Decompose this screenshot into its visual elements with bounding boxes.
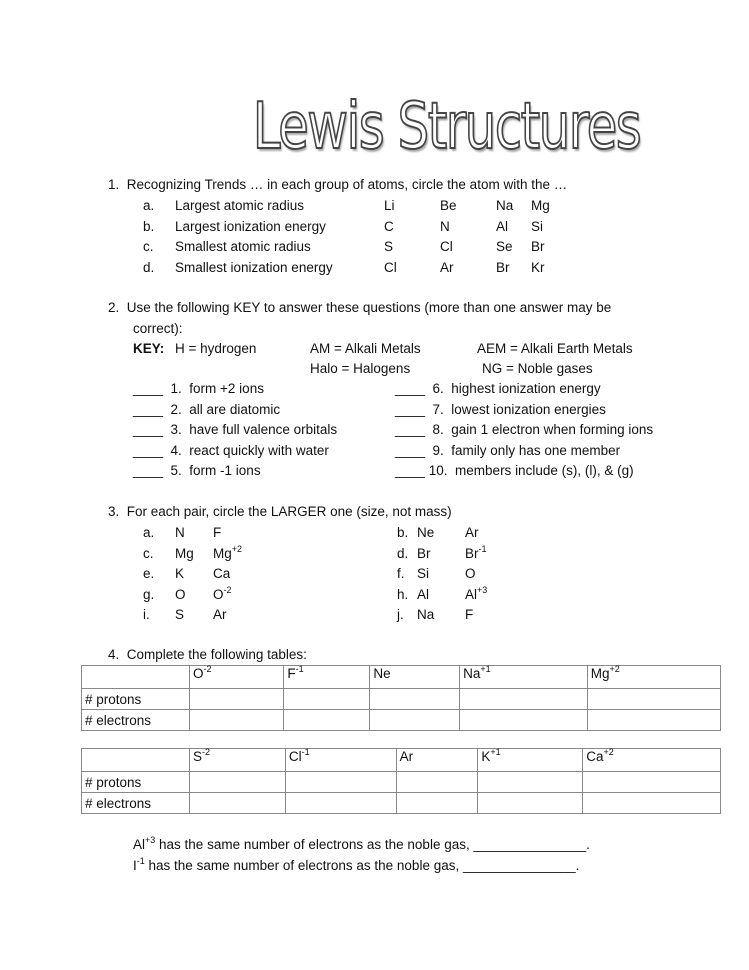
answer-cell[interactable] (285, 793, 396, 814)
answer-cell[interactable] (190, 772, 286, 793)
answer-cell[interactable] (396, 793, 478, 814)
noble-gas-sentence (133, 836, 590, 854)
charge: +3 (477, 584, 488, 595)
key-halo: Halo = Halogens (310, 361, 411, 376)
species-symbol: Al (465, 586, 478, 602)
charge: +1 (490, 747, 501, 757)
charge: -1 (301, 747, 310, 757)
pair-letter: i. (143, 607, 150, 622)
sentence-text: has the same number of electrons as the noble gas, _______________. (155, 837, 590, 852)
pair-letter: a. (143, 525, 155, 540)
species-header (460, 666, 588, 689)
answer-cell[interactable] (583, 772, 721, 793)
answer-cell[interactable] (190, 793, 286, 814)
pair-choice-b[interactable] (465, 606, 473, 624)
table-row (82, 793, 721, 814)
noble-gas-sentence (133, 857, 579, 875)
key-h: H = hydrogen (175, 341, 257, 356)
pair-letter: h. (397, 586, 409, 602)
species-symbol: O (465, 566, 476, 581)
charge: -1 (295, 664, 304, 674)
species-symbol: Na (463, 666, 481, 681)
pair-choice-a[interactable]: S (175, 607, 185, 622)
atom-choice[interactable]: Br (496, 259, 510, 275)
question-item: ____ 6. highest ionization energy (395, 381, 601, 396)
table-row (82, 710, 721, 731)
item-letter: b. (143, 218, 155, 234)
answer-cell[interactable] (190, 689, 284, 710)
question-item: ____ 3. have full valence orbitals (133, 422, 338, 437)
pair-choice-b[interactable] (213, 545, 242, 563)
key-am: AM = Alkali Metals (310, 341, 421, 356)
species-symbol: F (213, 525, 222, 540)
row-label: # protons (82, 772, 190, 793)
atom-choice[interactable]: Br (531, 239, 545, 254)
atom-choice[interactable]: N (440, 218, 450, 234)
question-item: ____ 8. gain 1 electron when forming ions (395, 422, 654, 437)
atom-choice[interactable]: Kr (531, 259, 545, 275)
table-row (82, 772, 721, 793)
answer-cell[interactable] (190, 710, 284, 731)
pair-choice-a[interactable]: Na (417, 607, 435, 622)
pair-choice-b[interactable] (213, 565, 230, 583)
answer-cell[interactable] (284, 689, 370, 710)
table-row (82, 689, 721, 710)
table-header-row (82, 749, 721, 772)
atom-choice[interactable]: Na (496, 198, 514, 213)
atom-choice[interactable]: Li (384, 198, 395, 213)
corner-cell (82, 666, 190, 689)
item-label: Largest atomic radius (175, 198, 305, 213)
question-item: ____ 4. react quickly with water (133, 442, 329, 458)
answer-cell[interactable] (460, 689, 588, 710)
pair-choice-a[interactable]: Al (417, 586, 430, 602)
charge: -1 (136, 856, 145, 866)
q3-prompt: 3. For each pair, circle the LARGER one (size, not mass) (108, 504, 452, 519)
species-symbol: Ar (213, 607, 227, 622)
pair-choice-a[interactable]: O (175, 586, 186, 602)
pair-letter: b. (397, 525, 409, 540)
question-item: ____ 10. members include (s), (l), & (g) (395, 463, 634, 478)
species-header (478, 749, 583, 772)
charge: +2 (609, 664, 620, 674)
ion-table (81, 748, 721, 814)
species-symbol: Mg (213, 545, 232, 561)
pair-choice-a[interactable]: N (175, 525, 185, 540)
pair-choice-a[interactable]: K (175, 566, 185, 581)
pair-letter: e. (143, 566, 155, 581)
species-symbol: Ar (399, 749, 414, 764)
answer-cell[interactable] (478, 793, 583, 814)
question-item: ____ 9. family only has one member (395, 442, 621, 458)
q2-prompt: 2. Use the following KEY to answer these questions (more than one answer may be (108, 300, 612, 315)
row-label: # electrons (82, 793, 190, 814)
species-symbol: S (193, 749, 203, 764)
charge: +1 (480, 664, 491, 674)
ion-table (81, 665, 721, 731)
species-symbol: Cl (288, 749, 302, 764)
species-header (190, 749, 286, 772)
atom-choice[interactable]: Si (531, 218, 544, 234)
pair-choice-b[interactable] (213, 586, 232, 604)
atom-choice[interactable]: Be (440, 198, 457, 213)
pair-letter: d. (397, 545, 409, 561)
pair-choice-a[interactable]: Br (417, 545, 431, 561)
answer-cell[interactable] (583, 793, 721, 814)
key-aem: AEM = Alkali Earth Metals (477, 341, 633, 356)
sentence-text: has the same number of electrons as the noble gas, _______________. (144, 858, 580, 873)
answer-cell[interactable] (587, 710, 720, 731)
row-label: # electrons (82, 710, 190, 731)
species-symbol: K (481, 749, 491, 764)
species-header (284, 666, 370, 689)
page-title: Lewis Structures (252, 90, 641, 164)
charge: -2 (202, 747, 211, 757)
atom-choice[interactable]: Ar (440, 259, 454, 275)
pair-choice-b[interactable] (465, 524, 479, 542)
item-letter: c. (143, 239, 154, 254)
species-symbol: Br (465, 545, 479, 561)
item-letter: d. (143, 259, 155, 275)
pair-choice-a[interactable]: Ne (417, 525, 435, 540)
ion-symbol: I (133, 858, 137, 873)
answer-cell[interactable] (370, 689, 460, 710)
species-header (583, 749, 721, 772)
item-label: Largest ionization energy (175, 218, 326, 234)
key-label: KEY: (133, 341, 165, 356)
species-header (285, 749, 396, 772)
pair-letter: c. (143, 545, 154, 561)
atom-choice[interactable]: Se (496, 239, 513, 254)
item-letter: a. (143, 198, 155, 213)
pair-choice-a[interactable]: Mg (175, 545, 194, 561)
pair-choice-b[interactable] (213, 524, 221, 542)
row-label: # protons (82, 689, 190, 710)
species-symbol: Ne (373, 666, 391, 681)
atom-choice[interactable]: Cl (384, 259, 397, 275)
question-item: ____ 2. all are diatomic (133, 401, 281, 417)
answer-cell[interactable] (370, 710, 460, 731)
pair-letter: f. (397, 566, 405, 581)
answer-cell[interactable] (284, 710, 370, 731)
question-item: ____ 1. form +2 ions (133, 381, 264, 396)
corner-cell (82, 749, 190, 772)
answer-cell[interactable] (587, 689, 720, 710)
pair-choice-b[interactable] (465, 565, 476, 583)
atom-choice[interactable]: S (384, 239, 394, 254)
pair-letter: j. (397, 607, 404, 622)
species-header (396, 749, 478, 772)
atom-choice[interactable]: C (384, 218, 394, 234)
species-header (587, 666, 720, 689)
pair-choice-b[interactable] (465, 586, 487, 604)
question-item: ____ 5. form -1 ions (133, 463, 261, 478)
charge: -1 (478, 543, 487, 554)
species-symbol: O (193, 666, 204, 681)
charge: +2 (603, 747, 614, 757)
answer-cell[interactable] (396, 772, 478, 793)
charge: +3 (145, 835, 156, 845)
pair-choice-b[interactable] (213, 606, 227, 624)
atom-choice[interactable]: Cl (440, 239, 453, 254)
key-ng: NG = Noble gases (482, 361, 593, 376)
q2-prompt-cont: correct): (133, 321, 183, 336)
charge: +2 (231, 543, 243, 554)
species-symbol: Ar (465, 525, 479, 540)
ion-symbol: Al (133, 837, 146, 852)
species-symbol: Mg (590, 666, 610, 681)
answer-cell[interactable] (478, 772, 583, 793)
charge: -2 (203, 664, 212, 674)
species-symbol: F (465, 607, 474, 622)
answer-cell[interactable] (285, 772, 396, 793)
atom-choice[interactable]: Mg (531, 198, 550, 213)
species-symbol: Ca (586, 749, 604, 764)
q4-prompt: 4. Complete the following tables: (108, 647, 307, 662)
table-header-row (82, 666, 721, 689)
species-symbol: Ca (213, 566, 231, 581)
question-item: ____ 7. lowest ionization energies (395, 401, 606, 417)
species-header (190, 666, 284, 689)
species-symbol: F (287, 666, 296, 681)
atom-choice[interactable]: Al (496, 218, 509, 234)
species-header (370, 666, 460, 689)
pair-letter: g. (143, 586, 155, 602)
pair-choice-b[interactable] (465, 545, 487, 563)
answer-cell[interactable] (460, 710, 588, 731)
item-label: Smallest atomic radius (175, 239, 311, 254)
item-label: Smallest ionization energy (175, 259, 333, 275)
pair-choice-a[interactable]: Si (417, 566, 430, 581)
species-symbol: O (213, 586, 224, 602)
q1-prompt: 1. Recognizing Trends … in each group of atoms, circle the atom with the … (108, 177, 568, 192)
charge: -2 (223, 584, 232, 595)
